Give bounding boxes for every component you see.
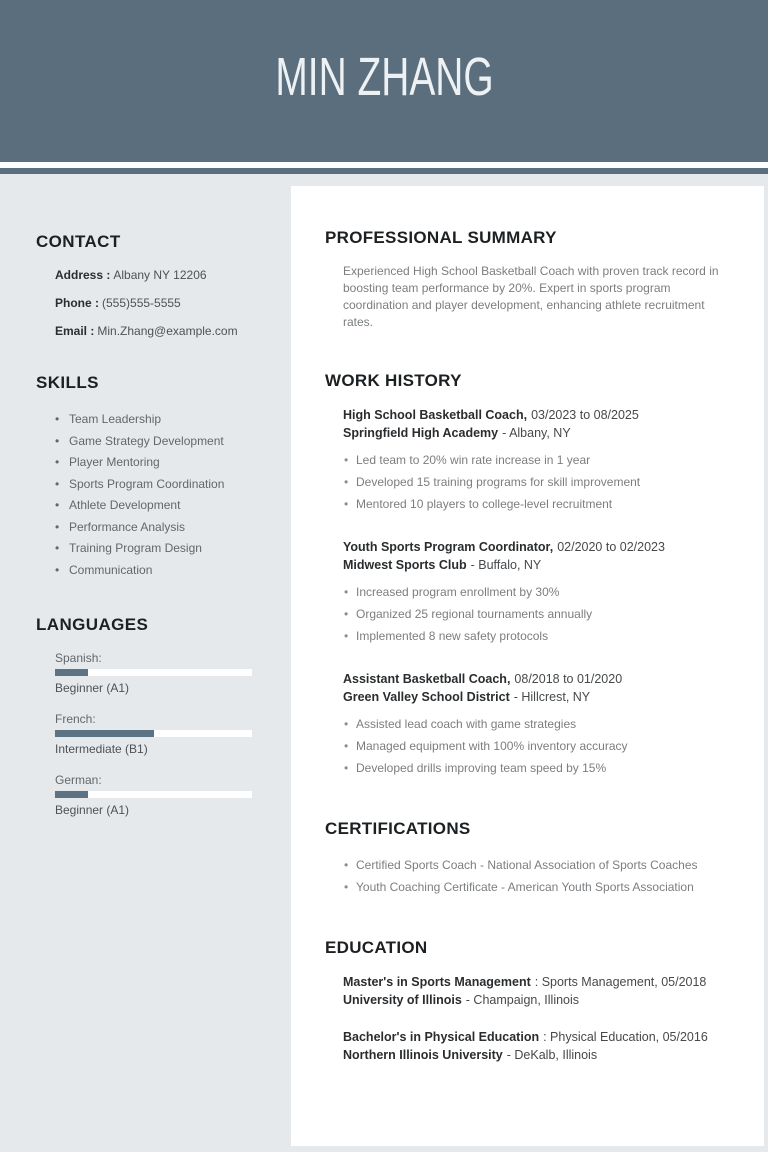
- language-level: Intermediate (B1): [55, 742, 148, 756]
- summary-section: [325, 228, 734, 331]
- job-bullet: • Organized 25 regional tournaments annually: [343, 603, 734, 625]
- skill-item: • Communication: [55, 560, 273, 582]
- job-title-line: [343, 538, 734, 556]
- job-location: - Hillcrest, NY: [513, 690, 591, 704]
- contact-section: [36, 232, 273, 339]
- language-progress-bar: [55, 730, 252, 737]
- degree-line: [343, 1028, 734, 1046]
- job-entry: [343, 406, 734, 515]
- skills-heading: SKILLS: [36, 373, 99, 392]
- education-heading: EDUCATION: [325, 938, 428, 957]
- job-dates: 08/2018 to 01/2020: [514, 672, 623, 686]
- languages-section: [36, 615, 273, 817]
- job-location: - Albany, NY: [502, 426, 571, 440]
- school-location: - DeKalb, Illinois: [506, 1048, 598, 1062]
- email-label: Email :: [55, 324, 95, 338]
- contact-row-phone: [55, 296, 273, 311]
- contact-heading: CONTACT: [36, 232, 121, 251]
- job-company: Midwest Sports Club: [343, 558, 467, 572]
- skill-item: • Team Leadership: [55, 409, 273, 431]
- job-bullet: • Assisted lead coach with game strategies: [343, 713, 734, 735]
- school-line: [343, 991, 734, 1009]
- job-title: Youth Sports Program Coordinator,: [343, 540, 554, 554]
- degree: Bachelor's in Physical Education: [343, 1030, 540, 1044]
- skill-item: • Sports Program Coordination: [55, 474, 273, 496]
- language-progress-fill: [55, 730, 154, 737]
- skill-item: • Athlete Development: [55, 495, 273, 517]
- main-content: [291, 186, 764, 1146]
- header-band: [0, 0, 768, 162]
- job-bullet-list: [343, 449, 734, 515]
- summary-heading: PROFESSIONAL SUMMARY: [325, 228, 557, 247]
- phone-label: Phone :: [55, 296, 99, 310]
- job-title: Assistant Basketball Coach,: [343, 672, 511, 686]
- language-progress-bar: [55, 669, 252, 676]
- job-bullet: • Developed 15 training programs for skill improvement: [343, 471, 734, 493]
- skill-item: • Game Strategy Development: [55, 431, 273, 453]
- skill-item: • Training Program Design: [55, 538, 273, 560]
- job-title-line: [343, 406, 734, 424]
- language-progress-fill: [55, 791, 88, 798]
- education-section: [325, 938, 734, 1064]
- job-entry: [343, 670, 734, 779]
- job-company-line: [343, 424, 734, 442]
- language-name: Spanish:: [55, 651, 102, 665]
- job-title: High School Basketball Coach,: [343, 408, 528, 422]
- job-dates: 03/2023 to 08/2025: [531, 408, 639, 422]
- job-title-line: [343, 670, 734, 688]
- school-location: - Champaign, Illinois: [465, 993, 580, 1007]
- job-company: Springfield High Academy: [343, 426, 499, 440]
- job-bullet-list: [343, 713, 734, 779]
- language-progress-fill: [55, 669, 88, 676]
- education-entry: [343, 973, 734, 1009]
- job-bullet: • Implemented 8 new safety protocols: [343, 625, 734, 647]
- school-line: [343, 1046, 734, 1064]
- language-name: French:: [55, 712, 96, 726]
- job-bullet: • Developed drills improving team speed by 15%: [343, 757, 734, 779]
- certification-item: • Youth Coaching Certificate - American Youth Sports Association: [343, 876, 734, 898]
- certifications-section: [325, 819, 734, 898]
- school: Northern Illinois University: [343, 1048, 503, 1062]
- language-level: Beginner (A1): [55, 681, 130, 695]
- sidebar: [0, 174, 291, 1152]
- work-history-section: [325, 371, 734, 779]
- candidate-name: MIN ZHANG: [274, 47, 494, 107]
- work-history-heading: WORK HISTORY: [325, 371, 462, 390]
- job-dates: 02/2020 to 02/2023: [557, 540, 665, 554]
- phone-value: (555)555-5555: [102, 296, 181, 310]
- degree-program: : Sports Management, 05/2018: [534, 975, 707, 989]
- education-entry: [343, 1028, 734, 1064]
- language-item: [55, 651, 273, 695]
- job-bullet: • Led team to 20% win rate increase in 1 year: [343, 449, 734, 471]
- job-company-line: [343, 688, 734, 706]
- address-value: Albany NY 12206: [113, 268, 207, 282]
- language-item: [55, 773, 273, 817]
- skill-item: • Performance Analysis: [55, 517, 273, 539]
- job-bullet: • Managed equipment with 100% inventory accuracy: [343, 735, 734, 757]
- address-label: Address :: [55, 268, 111, 282]
- language-level: Beginner (A1): [55, 803, 130, 817]
- language-item: [55, 712, 273, 756]
- degree: Master's in Sports Management: [343, 975, 531, 989]
- job-company: Green Valley School District: [343, 690, 510, 704]
- job-bullet-list: [343, 581, 734, 647]
- job-entry: [343, 538, 734, 647]
- languages-heading: LANGUAGES: [36, 615, 149, 634]
- certification-list: [343, 854, 734, 898]
- summary-text: Experienced High School Basketball Coach with proven track record in boosting team performance by 20%. Expert in sports program coordination and player development, enhancing athlete recruitment rates.: [343, 264, 719, 329]
- certifications-heading: CERTIFICATIONS: [325, 819, 471, 838]
- degree-program: : Physical Education, 05/2016: [543, 1030, 708, 1044]
- job-location: - Buffalo, NY: [470, 558, 542, 572]
- certification-item: • Certified Sports Coach - National Association of Sports Coaches: [343, 854, 734, 876]
- school: University of Illinois: [343, 993, 462, 1007]
- job-bullet: • Mentored 10 players to college-level recruitment: [343, 493, 734, 515]
- skills-section: [36, 373, 273, 581]
- degree-line: [343, 973, 734, 991]
- skill-item: • Player Mentoring: [55, 452, 273, 474]
- job-bullet: • Increased program enrollment by 30%: [343, 581, 734, 603]
- language-progress-bar: [55, 791, 252, 798]
- skill-list: [55, 409, 273, 581]
- job-company-line: [343, 556, 734, 574]
- contact-row-email: [55, 324, 273, 339]
- contact-row-address: [55, 268, 273, 283]
- email-value: Min.Zhang@example.com: [97, 324, 238, 338]
- language-name: German:: [55, 773, 102, 787]
